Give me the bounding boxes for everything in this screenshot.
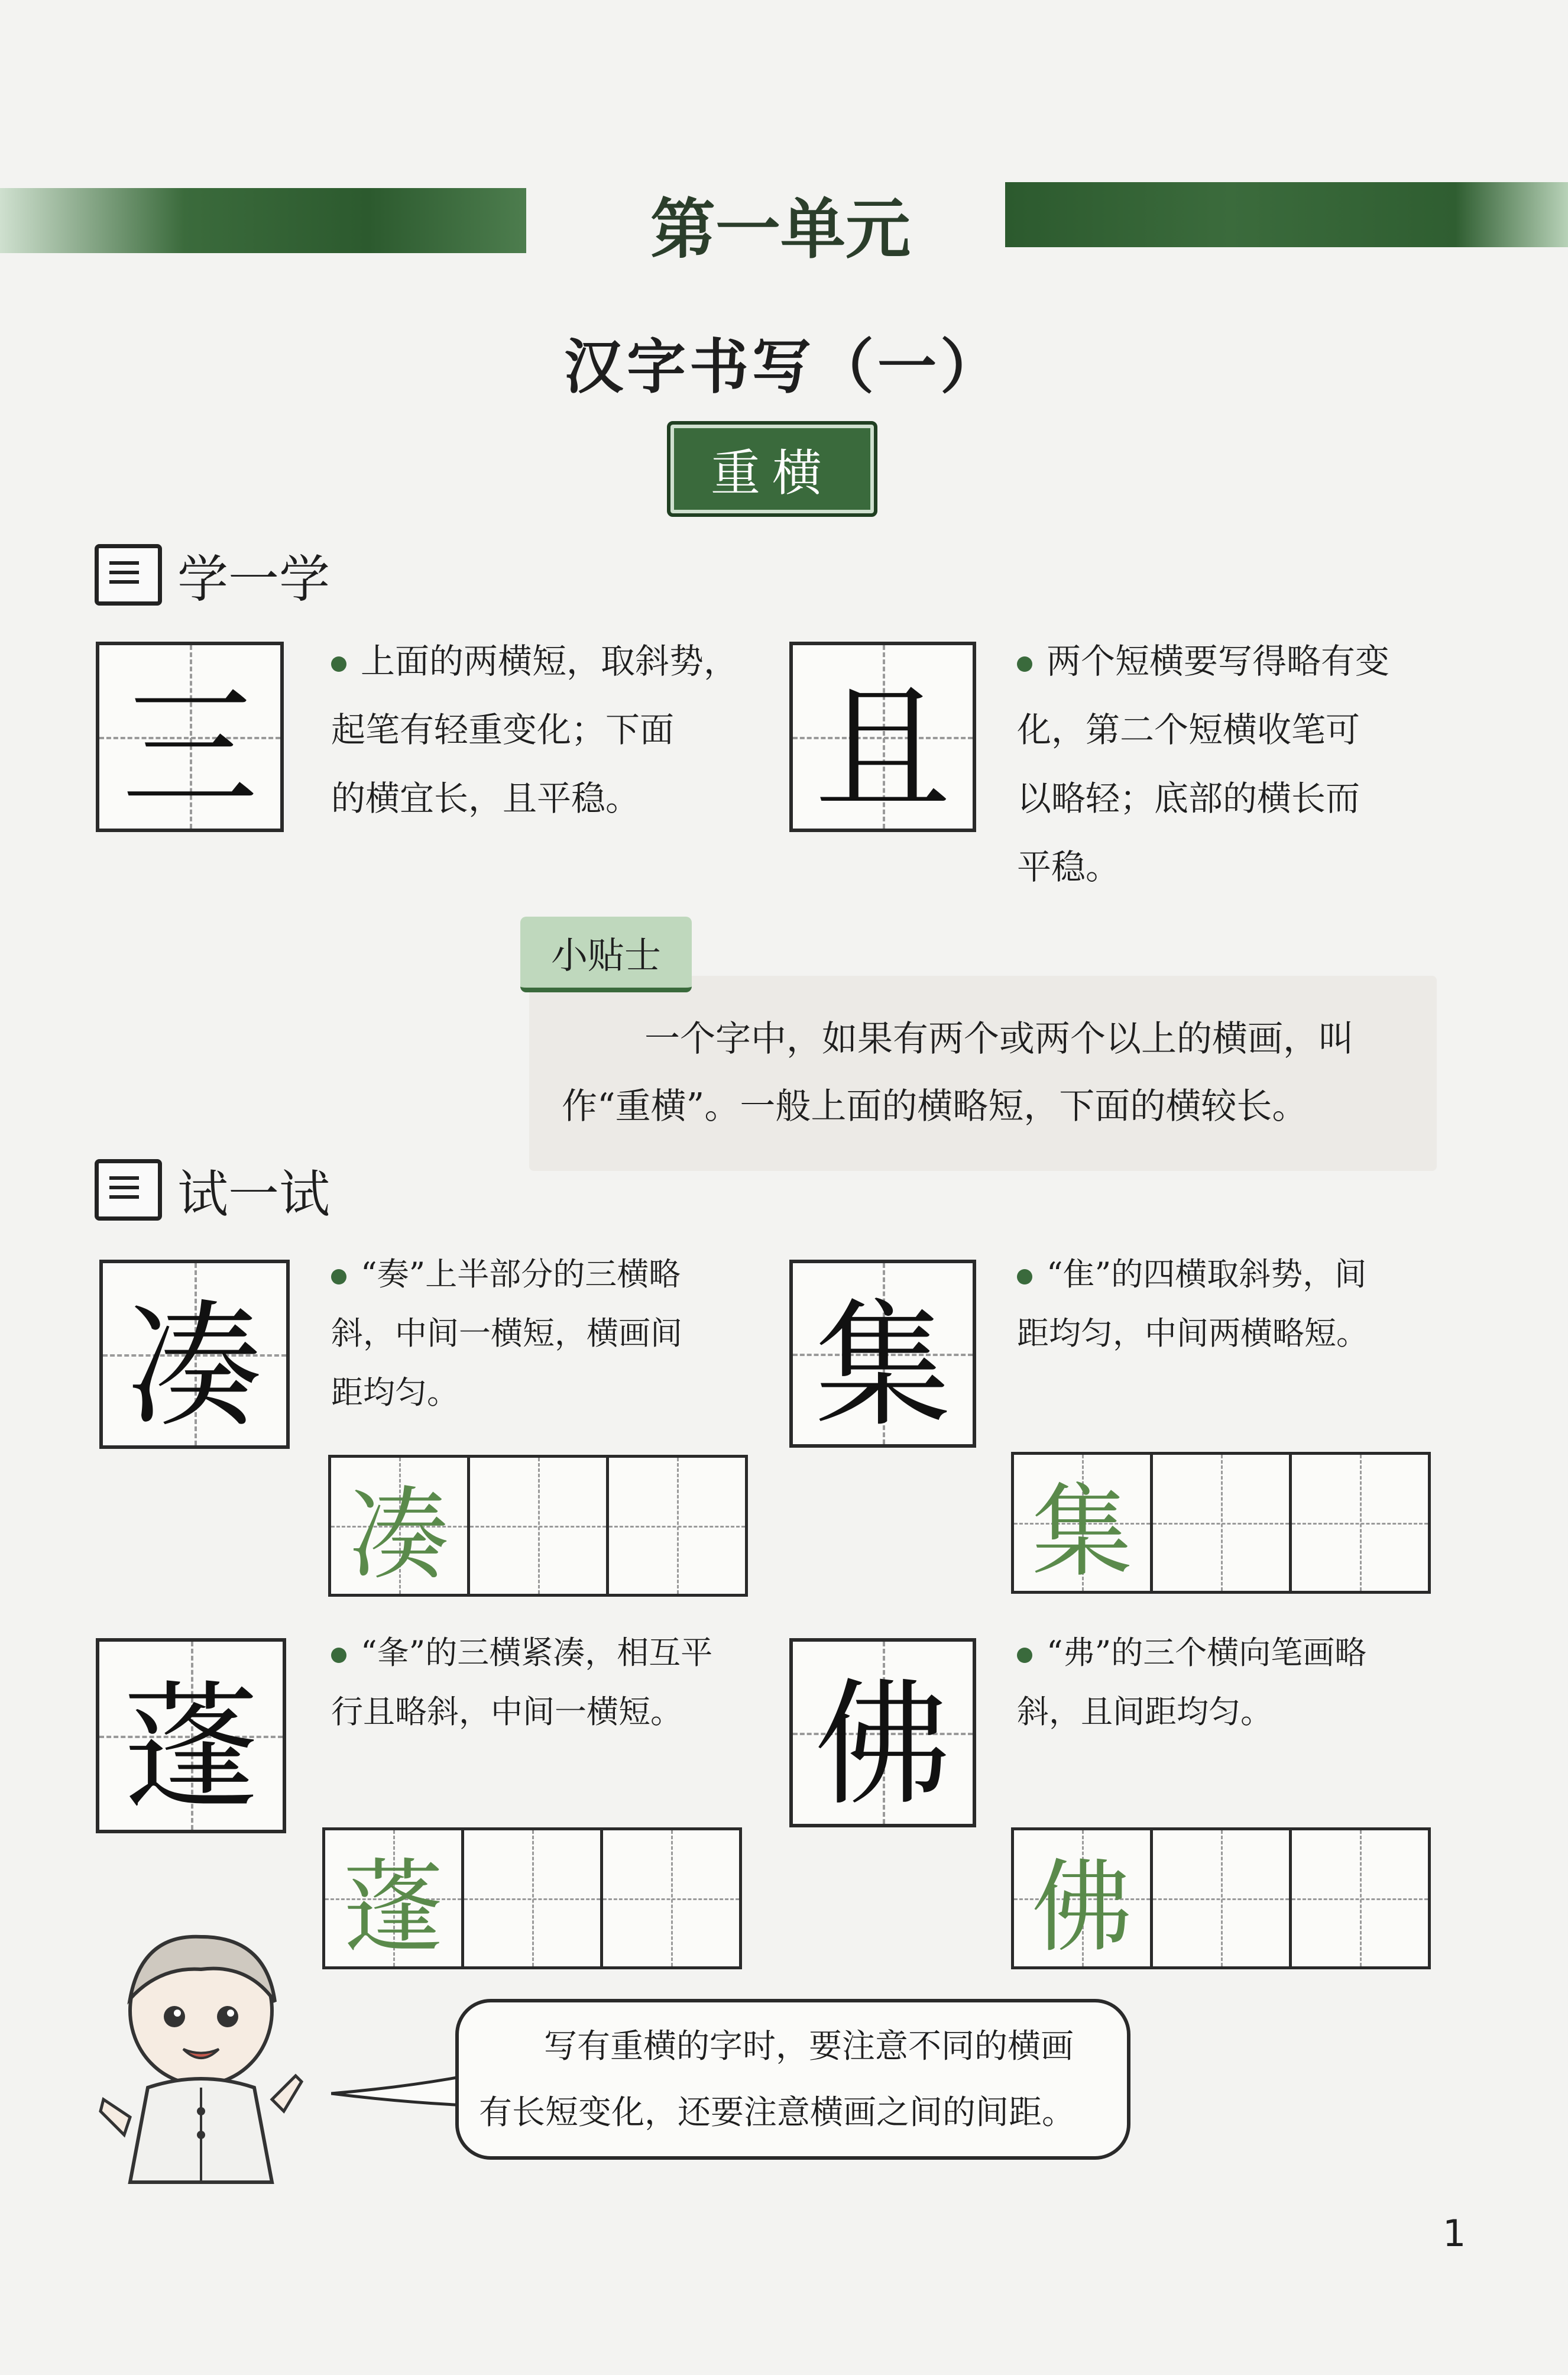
try-note-4 (1017, 1623, 1454, 1742)
tips-line-1: 一个字中，如果有两个或两个以上的横画，叫 (644, 1018, 1354, 1060)
try-note-3-line-1: “夆”的三横紧凑，相互平 (361, 1634, 713, 1671)
try-grid-1 (99, 1260, 290, 1449)
trace-char-2: 集 (1031, 1473, 1132, 1591)
tips-text (562, 1005, 1413, 1140)
practice-cell[interactable] (1011, 1827, 1153, 1969)
practice-row-4 (1011, 1827, 1431, 1969)
try-note-1-line-1: “奏”上半部分的三横略 (361, 1256, 681, 1293)
bullet-icon (1017, 1648, 1032, 1663)
try-char-3: 蓬 (122, 1669, 259, 1827)
learn-note-1 (331, 627, 775, 833)
lesson-tag: 重横 (667, 421, 877, 517)
tips-tag: 小贴士 (520, 917, 692, 992)
practice-cell[interactable] (322, 1827, 464, 1969)
practice-cell[interactable] (1011, 1452, 1153, 1594)
speech-bubble-text (479, 2014, 1106, 2146)
practice-row-2 (1011, 1452, 1431, 1594)
example-grid-1 (96, 642, 284, 832)
practice-cell[interactable] (1289, 1827, 1431, 1969)
try-char-4: 佛 (814, 1666, 951, 1824)
example-char-1: 三 (121, 670, 258, 829)
try-section-label: 试一试 (177, 1165, 330, 1224)
learn-note-2-line-4: 平稳。 (1017, 847, 1120, 887)
learn-note-2-line-1: 两个短横要写得略有变 (1047, 641, 1390, 681)
learn-note-1-line-3: 的横宜长，且平稳。 (331, 778, 640, 818)
try-note-1-line-2: 斜，中间一横短，横画间 (331, 1315, 682, 1352)
try-grid-4 (789, 1638, 976, 1827)
practice-cell[interactable] (606, 1455, 748, 1597)
practice-cell[interactable] (1150, 1452, 1292, 1594)
bullet-icon (331, 1269, 346, 1284)
try-note-2-line-2: 距均匀，中间两横略短。 (1017, 1315, 1368, 1352)
try-char-2: 集 (814, 1287, 951, 1445)
try-char-1: 凑 (126, 1287, 263, 1446)
lesson-title: 汉字书写（一） (564, 332, 1003, 402)
bubble-line-2: 有长短变化，还要注意横画之间的间距。 (479, 2094, 1075, 2132)
practice-cell[interactable] (461, 1827, 603, 1969)
practice-cell[interactable] (328, 1455, 470, 1597)
bullet-icon (331, 1648, 346, 1663)
practice-cell[interactable] (600, 1827, 742, 1969)
learn-note-2-line-3: 以略轻；底部的横长而 (1017, 778, 1360, 818)
practice-row-1 (328, 1455, 748, 1597)
book-icon (95, 544, 162, 606)
try-note-3-line-2: 行且略斜，中间一横短。 (331, 1693, 682, 1730)
header-band-right (1005, 182, 1568, 247)
try-section-header (95, 1153, 330, 1227)
bullet-icon (331, 656, 346, 672)
try-note-1 (331, 1245, 769, 1422)
learn-section-label: 学一学 (177, 550, 330, 609)
try-note-2 (1017, 1245, 1454, 1363)
unit-title: 第一单元 (650, 191, 911, 267)
bullet-icon (1017, 656, 1032, 672)
example-grid-2 (789, 642, 976, 832)
learn-section-header (95, 538, 330, 611)
try-note-4-line-2: 斜，且间距均匀。 (1017, 1693, 1272, 1730)
try-note-4-line-1: “弗”的三个横向笔画略 (1047, 1634, 1367, 1671)
trace-char-3: 蓬 (342, 1849, 443, 1966)
try-grid-3 (96, 1638, 286, 1833)
try-note-3 (331, 1623, 769, 1742)
practice-cell[interactable] (1289, 1452, 1431, 1594)
practice-cell[interactable] (467, 1455, 609, 1597)
tips-line-2: 作“重横”。一般上面的横略短，下面的横较长。 (562, 1086, 1308, 1127)
bullet-icon (1017, 1269, 1032, 1284)
try-grid-2 (789, 1260, 976, 1448)
learn-note-1-line-2: 起笔有轻重变化；下面 (331, 710, 675, 750)
practice-row-3 (322, 1827, 742, 1969)
bubble-tail (331, 2070, 467, 2111)
student-illustration (95, 1922, 307, 2188)
header-band-left (0, 188, 526, 253)
learn-note-2-line-2: 化，第二个短横收笔可 (1017, 710, 1360, 750)
example-char-2: 且 (814, 670, 951, 829)
learn-note-2 (1017, 627, 1460, 901)
practice-cell[interactable] (1150, 1827, 1292, 1969)
learn-note-1-line-1: 上面的两横短，取斜势， (361, 641, 738, 681)
trace-char-4: 佛 (1031, 1849, 1132, 1966)
try-note-2-line-1: “隹”的四横取斜势，间 (1047, 1256, 1367, 1293)
page-number: 1 (1443, 2212, 1466, 2255)
pencil-paper-icon (95, 1159, 162, 1221)
try-note-1-line-3: 距均匀。 (331, 1374, 459, 1411)
trace-char-1: 凑 (348, 1476, 449, 1594)
bubble-line-1: 写有重横的字时，要注意不同的横画 (544, 2027, 1074, 2066)
